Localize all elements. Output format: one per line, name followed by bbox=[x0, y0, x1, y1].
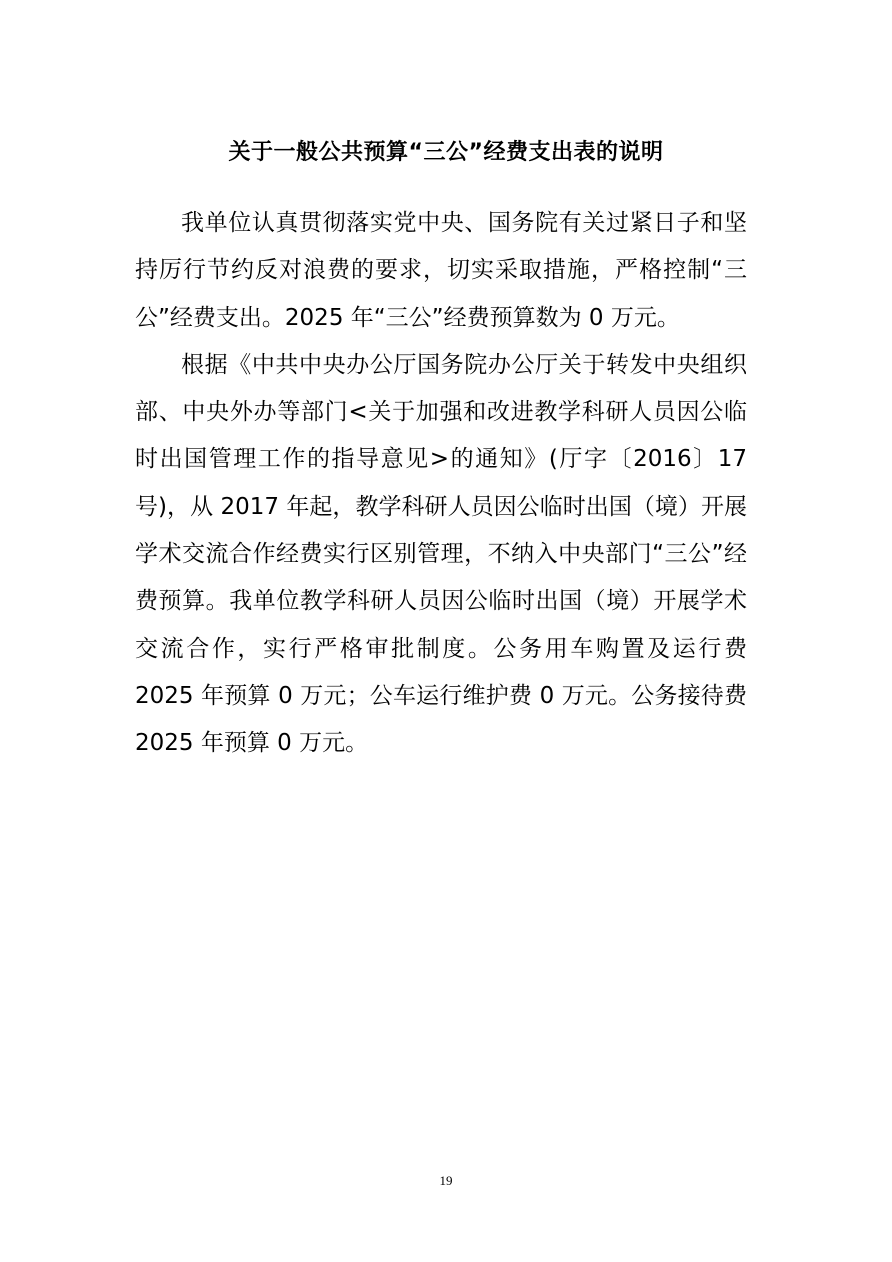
page-number: 19 bbox=[439, 1173, 453, 1188]
body-paragraph-1: 我单位认真贯彻落实党中央、国务院有关过紧日子和坚持厉行节约反对浪费的要求，切实采取措施，严格控制“三公”经费支出。2025 年“三公”经费预算数为 0 万元。 bbox=[135, 210, 747, 331]
document-body bbox=[135, 200, 747, 768]
document-title: 关于一般公共预算“三公”经费支出表的说明 bbox=[228, 140, 664, 165]
body-paragraph-2: 根据《中共中央办公厅国务院办公厅关于转发中央组织部、中央外办等部门<关于加强和改进教学科研人员因公临时出国管理工作的指导意见>的通知》(厅字〔2016〕17 号)，从 2017 年起，教学科研人员因公临时出国（境）开展学术交流合作经费实行区别管理，不纳入中央部门“三公”经费预算。我单位教学科研人员因公临时出国（境）开展学术交流合作，实行严格审批制度。公务用车购置及运行费 2025 年预算 0 万元；公车运行维护费 0 万元。公务接待费 2025 年预算 0 万元。 bbox=[135, 351, 747, 757]
